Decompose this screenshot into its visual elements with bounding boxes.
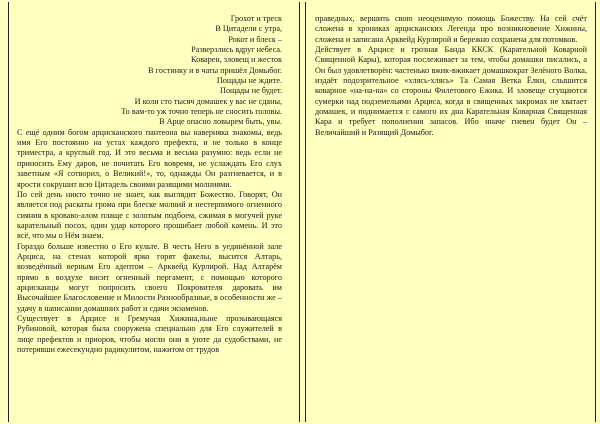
poem-line: Коварен, зловещ и жесток	[191, 55, 282, 65]
left-page	[8, 2, 300, 422]
paragraph: Гораздо больше известно о Его культе. В честь Него в уединённой зале Арциса, на стенах которой ярко горят факелы, высится Алтарь, возведённый верным Его адептом – Арквейд Курлирой. Над Алтарём прямо в воздухе висит огненный пергамент, с помощью которого арцисканцы могут попросить своего Покровителя даровать им Высочайшее Благословение и Милости Разнообразные, в особенности же – удачу в написании домашних работ и сдачи экзаменов.	[17, 241, 282, 313]
paragraph: По сей день никто точно не знает, как выглядит Божество. Говорят, Он является под раскаты грома при блеске молний и нестерпимого огненного сияния в кроваво-алом плаще с золотым подбоем, сжимая в могучей руке карательный посох, один удар которого прошибает любой камень. И это всё, что мы о Нём знаем.	[17, 189, 282, 241]
paragraph: С ещё одним богом арцисканского пантеона вы наверняка знакомы, ведь имя Его постоянно на устах каждого префекта, и не только в конце триместра, а круглый год. И это весьма и весьма разумно: ведь если не приносить Ему даров, не почитать Его вовремя, не услаждать Его слух заветным «Я сотворил, о Великий!», то, однажды Он разгневается, и в ярости сокрушит всю Цитадель своими разящими молниями.	[17, 127, 282, 189]
paragraph: праведных, вершить свою неоценимую помощь Божеству. На сей счёт сложена в хрониках арцисканских Легенда про возникновение Хижины, сложена и записана Арквейд Курлирой и бережно сохранена для потомков.	[315, 14, 587, 44]
poem-line: В Арце опасно ловырем быть, увы.	[159, 117, 282, 127]
poem	[17, 14, 282, 128]
poem-line: То вам-то уж точно теперь не сносить головы.	[121, 107, 282, 117]
poem-line: В Цитадели с утра,	[215, 24, 282, 34]
poem-line: Грохот и треск	[230, 14, 282, 23]
poem-line: Пощады не будет.	[220, 86, 282, 96]
poem-line: Пощады не ждите.	[216, 76, 282, 86]
poem-line: Рокот и блеск –	[228, 34, 282, 44]
poem-line: Разверзлись вдруг небеса.	[191, 45, 282, 55]
paragraph: Действует в Арцисе и грозная Банда ККСК (Карательной Коварной Священной Кары), которая послеживает за тем, чтобы домашки писались, а Он был удовлетворён: частенько вжик-вжикает домашкократ Зелёного Волка, издаёт подозрительное «хлясь-хлясь» Та Самая Ветка Ёлки, слышится коварное «на-на-на» со стороны Филетового Ежика. И зловеще сгущаются сумерки над подземельями Арциса, когда в священных закромах не хватает домашек, и поднимается с самого их дна Карательная Коварная Священная Кара и требует пополнения запасов. Ибо иначе гневен будет Он – Величайший и Разящий Домыбог.	[315, 45, 587, 137]
right-page	[305, 2, 596, 422]
poem-line: В гостинку и в чаты пришёл Домыбог.	[148, 65, 282, 75]
paragraph: Существует в Арцисе и Гремучая Хижина,ныне прозывающаяся Рубиновой, которая была сооружена специально для Его служителей в лице префектов и приоров, чтобы могли они в уюте да судобствами, не потерявши ежесекундно радикулитом, нажитом от трудов	[17, 313, 282, 354]
poem-line: И коли сто тысяч домашек у вас не сданы,	[134, 96, 282, 106]
